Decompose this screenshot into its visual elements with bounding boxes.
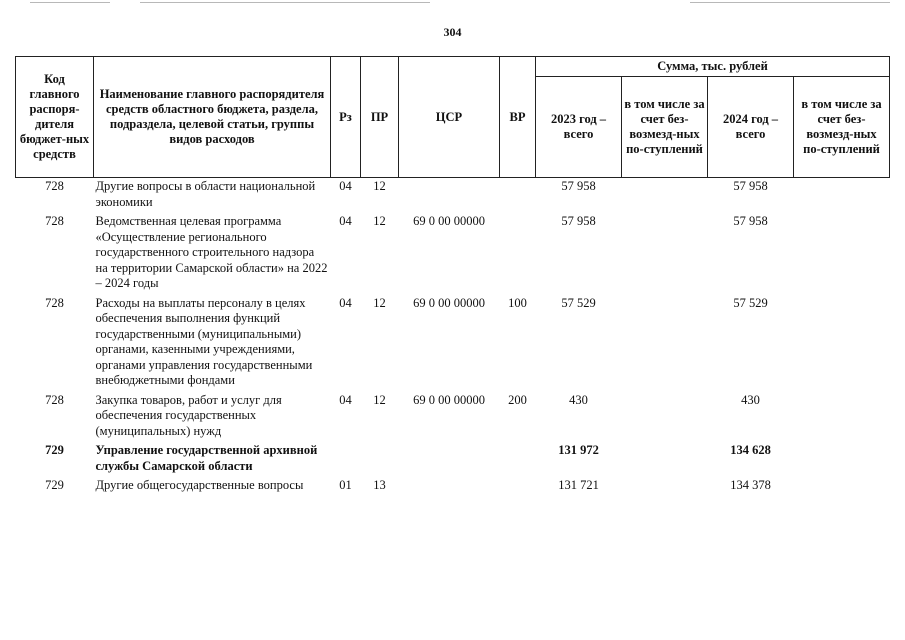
row-code: 728	[45, 392, 64, 407]
row-sum-2023: 131 972	[558, 443, 599, 457]
row-sum-2024: 134 378	[730, 478, 771, 492]
row-sum-2024-free	[794, 392, 890, 443]
row-vr	[500, 442, 536, 477]
header-code: Код главного распоря-дителя бюджет-ных средств	[16, 57, 94, 178]
row-name: Другие общегосударственные вопросы	[95, 478, 304, 492]
row-csr: 69 0 00 00000	[413, 392, 485, 407]
table-header	[16, 57, 890, 178]
row-vr	[500, 477, 536, 497]
page-top-rule-mid	[140, 2, 430, 3]
row-rz	[331, 442, 361, 477]
page-number: 304	[443, 25, 462, 39]
row-pr	[361, 442, 399, 477]
table-row	[16, 178, 890, 214]
row-sum-2024-free	[794, 477, 890, 497]
table-row	[16, 295, 890, 392]
row-vr: 200	[508, 392, 527, 407]
row-vr: 100	[508, 295, 527, 310]
row-code: 728	[45, 295, 64, 310]
row-vr	[500, 213, 536, 295]
header-pr: ПР	[361, 57, 399, 178]
row-pr: 12	[373, 295, 386, 310]
row-pr: 13	[373, 478, 386, 492]
row-sum-2023: 57 958	[561, 179, 596, 193]
row-sum-2024: 57 958	[733, 179, 768, 193]
row-sum-2024-free	[794, 295, 890, 392]
table-body	[16, 178, 890, 497]
row-sum-2024-free	[794, 442, 890, 477]
row-name: Другие вопросы в области национальной экономики	[95, 179, 316, 209]
table-row	[16, 442, 890, 477]
row-rz: 04	[339, 214, 352, 228]
row-csr	[399, 178, 500, 214]
row-code: 728	[45, 179, 64, 193]
row-sum-2023: 57 958	[561, 214, 596, 228]
row-sum-2024-free	[794, 213, 890, 295]
row-name: Расходы на выплаты персоналу в целях обеспечения выполнения функций государственными (муниципальными) органами, казенными учреждениями, органами управления государственными внебюджетными фондами	[95, 295, 313, 387]
row-pr: 12	[373, 214, 386, 228]
header-2024-total: 2024 год – всего	[708, 77, 794, 178]
table-row	[16, 213, 890, 295]
page-top-rule-right	[690, 2, 890, 3]
row-csr	[399, 477, 500, 497]
row-pr: 12	[373, 179, 386, 193]
row-sum-2023-free	[622, 295, 708, 392]
page-top-rule-left	[30, 2, 110, 3]
row-sum-2023-free	[622, 442, 708, 477]
row-sum-2024-free	[794, 178, 890, 214]
row-rz: 04	[339, 179, 352, 193]
header-2023-total: 2023 год – всего	[536, 77, 622, 178]
row-vr	[500, 178, 536, 214]
row-name: Управление государственной архивной службы Самарской области	[95, 443, 318, 473]
header-sum: Сумма, тыс. рублей	[536, 57, 890, 77]
table-row	[16, 392, 890, 443]
row-sum-2023: 57 529	[561, 295, 596, 310]
row-sum-2024: 57 529	[733, 295, 768, 310]
budget-table	[15, 56, 890, 497]
row-rz: 04	[339, 295, 352, 310]
header-vr: ВР	[500, 57, 536, 178]
row-name: Ведомственная целевая программа «Осуществление регионального государственного строительного надзора на территории Самарской области» на 2022 – 2024 годы	[95, 214, 328, 290]
row-code: 729	[45, 478, 64, 492]
row-sum-2023-free	[622, 213, 708, 295]
row-rz: 01	[339, 478, 352, 492]
table-row	[16, 477, 890, 497]
row-sum-2024: 57 958	[733, 214, 768, 228]
header-name: Наименование главного распорядителя средств областного бюджета, раздела, подраздела, целевой статьи, группы видов расходов	[94, 57, 331, 178]
row-pr: 12	[373, 392, 386, 407]
row-rz: 04	[339, 392, 352, 407]
row-sum-2024: 134 628	[730, 443, 771, 457]
row-code: 729	[45, 443, 64, 457]
row-code: 728	[45, 214, 64, 228]
row-sum-2024: 430	[741, 392, 760, 407]
header-2024-free: в том числе за счет без-возмезд-ных по-ступлений	[794, 77, 890, 178]
row-name: Закупка товаров, работ и услуг для обеспечения государственных (муниципальных) нужд	[95, 392, 282, 438]
header-csr: ЦСР	[399, 57, 500, 178]
row-csr	[399, 442, 500, 477]
row-csr: 69 0 00 00000	[413, 295, 485, 310]
row-sum-2023-free	[622, 392, 708, 443]
header-2023-free: в том числе за счет без-возмезд-ных по-ступлений	[622, 77, 708, 178]
row-csr: 69 0 00 00000	[413, 214, 485, 228]
row-sum-2023-free	[622, 178, 708, 214]
header-rz: Рз	[331, 57, 361, 178]
row-sum-2023: 430	[569, 392, 588, 407]
row-sum-2023: 131 721	[558, 478, 599, 492]
row-sum-2023-free	[622, 477, 708, 497]
